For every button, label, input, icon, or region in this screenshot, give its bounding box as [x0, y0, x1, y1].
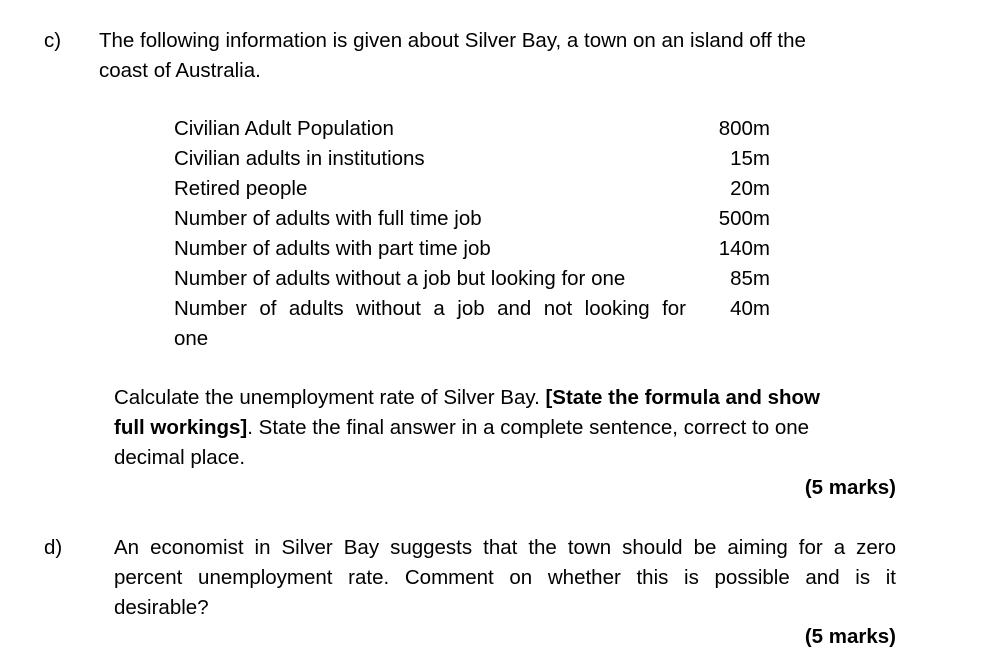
marks-c: (5 marks): [804, 476, 896, 499]
table-row-value: 20m: [730, 177, 770, 200]
table-row-label: Number of adults with part time job: [174, 237, 491, 260]
question-d-label: d): [44, 536, 63, 559]
task-line-2: [114, 413, 809, 443]
table-row-label: Civilian adults in institutions: [174, 147, 425, 170]
task-emphasis: [State the formula and show: [545, 386, 820, 409]
table-row-value: 800m: [718, 117, 770, 140]
table-row-label: Number of adults without a job but looking for one: [174, 267, 626, 290]
task-line-1: [114, 383, 820, 413]
table-row-value: 500m: [718, 207, 770, 230]
table-row-label: Number of adults without a job and not looking for: [174, 297, 686, 320]
table-row-value: 40m: [730, 297, 770, 320]
task-line-3: decimal place.: [114, 446, 246, 469]
table-row-value: 140m: [718, 237, 770, 260]
table-row-value: 15m: [730, 147, 770, 170]
table-row-value: 85m: [730, 267, 770, 290]
task-text: Calculate the unemployment rate of Silver Bay.: [114, 386, 546, 409]
question-d-line2: percent unemployment rate. Comment on whether this is possible and is it: [114, 566, 896, 589]
table-row-label-wrap: one: [174, 327, 209, 350]
table-row-label: Civilian Adult Population: [174, 117, 394, 140]
table-row-label: Retired people: [174, 177, 308, 200]
task-text: . State the final answer in a complete sentence, correct to one: [247, 416, 810, 439]
marks-d: (5 marks): [804, 625, 896, 648]
table-row-label: Number of adults with full time job: [174, 207, 482, 230]
question-c-intro-line2: coast of Australia.: [99, 59, 261, 82]
question-d-line1: An economist in Silver Bay suggests that the town should be aiming for a zero: [114, 536, 896, 559]
question-d-line3: desirable?: [114, 596, 209, 619]
question-c-label: c): [44, 29, 62, 52]
question-c-intro-line1: The following information is given about Silver Bay, a town on an island off the: [99, 29, 806, 52]
task-emphasis: full workings]: [114, 416, 248, 439]
